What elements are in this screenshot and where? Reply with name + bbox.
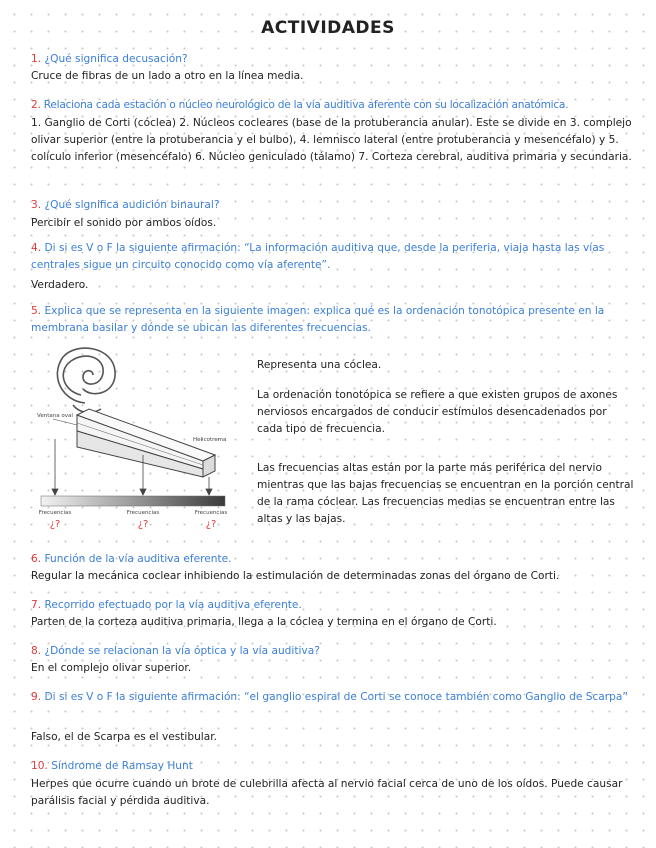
question-3 <box>31 197 635 214</box>
answer-2: 1. Ganglio de Corti (cóclea) 2. Núcleos cocleares (base de la protuberancia anular). Este se divide en 3. complejo olivar superior (entre la protuberancia y el bulbo), 4. lemnisco lateral (entre protuberancia y mesencéfalo) y 5. colículo inferior (mesencéfalo) 6. Núcleo geniculado (tálamo) 7. Corteza cerebral, auditiva primaria y secundaria. <box>31 117 632 163</box>
figure-text-2: La ordenación tonotópica se refiere a que existen grupos de axones nerviosos encargados de conducir estímulos desencadenados por cada tipo de frecuencia. <box>257 389 618 435</box>
question-number: 7. <box>31 599 42 611</box>
figure-explanation <box>257 387 635 438</box>
figure-text-3: Las frecuencias altas están por la parte más periférica del nervio mientras que las bajas frecuencias se encuentran en la porción central de la rama cóclear. Las frecuencias medias se encuentran entre las altas y las bajas. <box>257 462 634 525</box>
answer-9: Falso, el de Scarpa es el vestibular. <box>31 731 217 743</box>
question-number: 6. <box>31 553 42 565</box>
question-text: ¿Qué significa decusación? <box>44 53 188 65</box>
question-text: Síndrome de Ramsay Hunt <box>51 760 193 772</box>
label-frecuencias: Frecuencias <box>194 510 228 516</box>
question-number: 2. <box>31 99 41 111</box>
question-text: Explica que se representa en la siguiente imagen: explica qué es la ordenación tonotópica presente en la membrana basilar y dónde se ubican las diferentes frecuencias. <box>31 305 605 334</box>
label-helicotrema: Helicotrema <box>193 437 227 443</box>
label-ventana-oval: Ventana oval <box>37 413 73 419</box>
page-title: ACTIVIDADES <box>261 18 395 38</box>
figure-caption <box>257 357 635 374</box>
answer-4: Verdadero. <box>31 279 89 291</box>
question-number: 10. <box>31 760 48 772</box>
question-8 <box>31 643 635 660</box>
frequency-gradient-bar <box>41 496 225 506</box>
figure-text-1: Representa una cóclea. <box>257 359 382 371</box>
cochlea-figure <box>33 343 239 533</box>
question-10 <box>31 758 635 775</box>
question-number: 3. <box>31 199 42 211</box>
question-6 <box>31 551 635 568</box>
question-number: 4. <box>31 242 42 254</box>
label-unknown: ¿? <box>49 519 61 530</box>
question-text: Di si es V o F la siguiente afirmación: “el ganglio espiral de Corti se conoce también como Ganglio de Scarpa” <box>44 691 628 703</box>
question-4 <box>31 240 635 274</box>
question-1 <box>31 51 635 68</box>
question-text: ¿Dónde se relacionan la vía óptica y la vía auditiva? <box>44 645 320 657</box>
question-number: 8. <box>31 645 42 657</box>
answer-7: Parten de la corteza auditiva primaria, llega a la cóclea y termina en el órgano de Corti. <box>31 616 497 628</box>
question-text: ¿Qué significa audición binaural? <box>44 199 220 211</box>
label-unknown: ¿? <box>205 519 217 530</box>
question-number: 5. <box>31 305 42 317</box>
question-text: Función de la vía auditiva eferente. <box>44 553 232 565</box>
answer-8: En el complejo olivar superior. <box>31 662 192 674</box>
question-9 <box>31 689 635 706</box>
cochlea-coil <box>57 348 115 412</box>
question-text: Relaciona cada estación o núcleo neurológico de la vía auditiva aferente con su localización anatómica. <box>43 99 569 111</box>
label-unknown: ¿? <box>137 519 149 530</box>
question-text: Di si es V o F la siguiente afirmación: “La información auditiva que, desde la periferia, viaja hasta las vías centrales sigue un circuito conocido como vía aferente”. <box>31 242 605 271</box>
question-2 <box>31 97 643 114</box>
answer-6: Regular la mecánica coclear inhibiendo la estimulación de determinadas zonas del órgano de Corti. <box>31 570 560 582</box>
question-text: Recorrido efectuado por la vía auditiva eferente. <box>44 599 302 611</box>
figure-frequencies <box>257 460 635 528</box>
answer-10: Herpes que ocurre cuando un brote de culebrilla afecta al nervio facial cerca de uno de los oídos. Puede causar parálisis facial y pérdida auditiva. <box>31 778 623 807</box>
answer-1: Cruce de fibras de un lado a otro en la línea media. <box>31 70 304 82</box>
label-frecuencias: Frecuencias <box>38 510 72 516</box>
label-frecuencias: Frecuencias <box>126 510 160 516</box>
question-5 <box>31 303 635 337</box>
question-7 <box>31 597 635 614</box>
question-number: 1. <box>31 53 42 65</box>
answer-3: Percibir el sonido por ambos oídos. <box>31 217 217 229</box>
uncoiled-duct <box>77 409 215 477</box>
question-number: 9. <box>31 691 42 703</box>
